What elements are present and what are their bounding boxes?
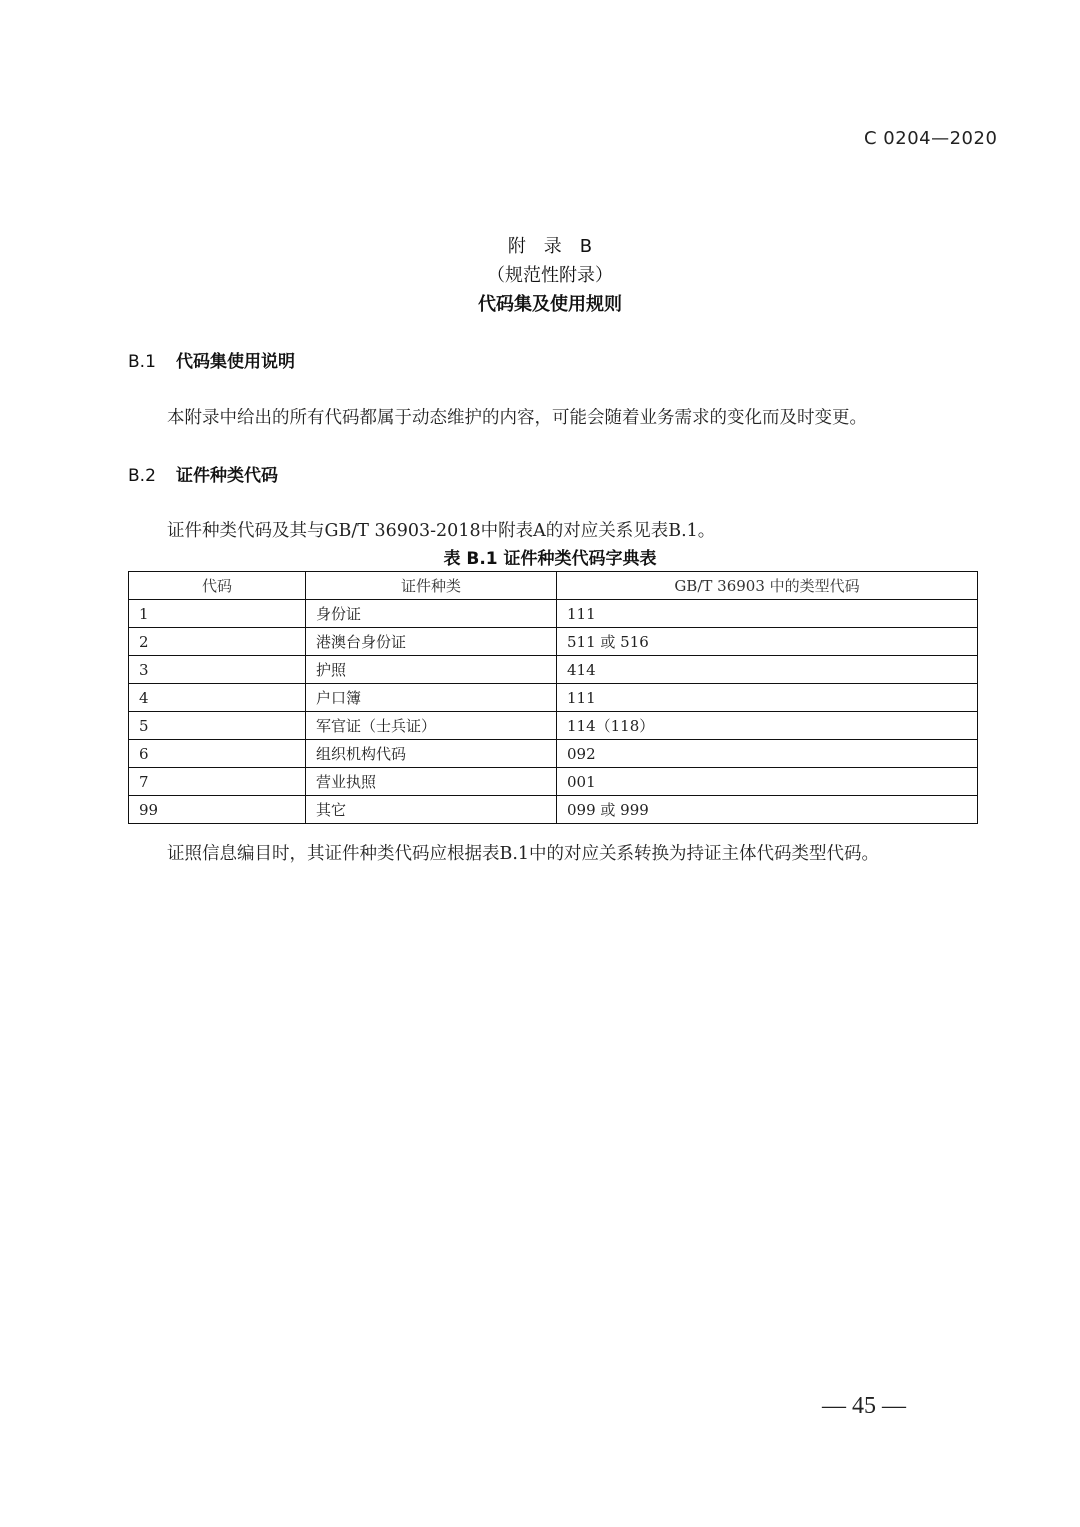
cell-type: 户口簿 [306, 684, 557, 712]
table-row [129, 628, 978, 656]
header-code: 代码 [129, 572, 306, 600]
cell-type: 军官证（士兵证） [306, 712, 557, 740]
appendix-subject: 代码集及使用规则 [478, 294, 622, 315]
cell-type: 护照 [306, 656, 557, 684]
document-code: C 0204—2020 [864, 128, 998, 149]
cell-code: 99 [129, 796, 306, 824]
table-header-row [129, 572, 978, 600]
table-caption: 表 B.1 证件种类代码字典表 [443, 549, 657, 569]
appendix-title [0, 232, 1080, 319]
cell-type: 营业执照 [306, 768, 557, 796]
cell-type: 港澳台身份证 [306, 628, 557, 656]
table-row [129, 796, 978, 824]
cell-code: 2 [129, 628, 306, 656]
table-row [129, 656, 978, 684]
section-heading-b2 [128, 461, 278, 486]
certificate-code-table [128, 571, 978, 824]
cell-gbt-code: 092 [557, 740, 978, 768]
cell-type: 身份证 [306, 600, 557, 628]
section-number: B.2 [128, 466, 156, 486]
cell-code: 4 [129, 684, 306, 712]
cell-code: 7 [129, 768, 306, 796]
cell-gbt-code: 111 [557, 600, 978, 628]
cell-code: 3 [129, 656, 306, 684]
table-row [129, 768, 978, 796]
cell-gbt-code: 114（118） [557, 712, 978, 740]
section-number: B.1 [128, 352, 156, 372]
section-title: 代码集使用说明 [176, 352, 295, 372]
table-row [129, 740, 978, 768]
cell-code: 1 [129, 600, 306, 628]
appendix-type: （规范性附录） [487, 265, 613, 286]
section-b1-paragraph: 本附录中给出的所有代码都属于动态维护的内容，可能会随着业务需求的变化而及时变更。 [167, 408, 867, 428]
cell-gbt-code: 511 或 516 [557, 628, 978, 656]
table-row [129, 684, 978, 712]
section-b2-paragraph: 证件种类代码及其与GB/T 36903-2018中附表A的对应关系见表B.1。 [167, 521, 716, 541]
section-title: 证件种类代码 [176, 466, 278, 486]
section-heading-b1 [128, 347, 295, 372]
cell-gbt-code: 099 或 999 [557, 796, 978, 824]
cell-gbt-code: 001 [557, 768, 978, 796]
cell-code: 6 [129, 740, 306, 768]
cell-gbt-code: 414 [557, 656, 978, 684]
table-row [129, 600, 978, 628]
header-type: 证件种类 [306, 572, 557, 600]
cell-type: 其它 [306, 796, 557, 824]
appendix-label: 附 录 B [507, 236, 593, 257]
header-gbt-code: GB/T 36903 中的类型代码 [557, 572, 978, 600]
cell-gbt-code: 111 [557, 684, 978, 712]
cell-code: 5 [129, 712, 306, 740]
page-number: — 45 — [822, 1393, 906, 1419]
cell-type: 组织机构代码 [306, 740, 557, 768]
table-row [129, 712, 978, 740]
table-note: 证照信息编目时，其证件种类代码应根据表B.1中的对应关系转换为持证主体代码类型代码。 [167, 844, 880, 864]
